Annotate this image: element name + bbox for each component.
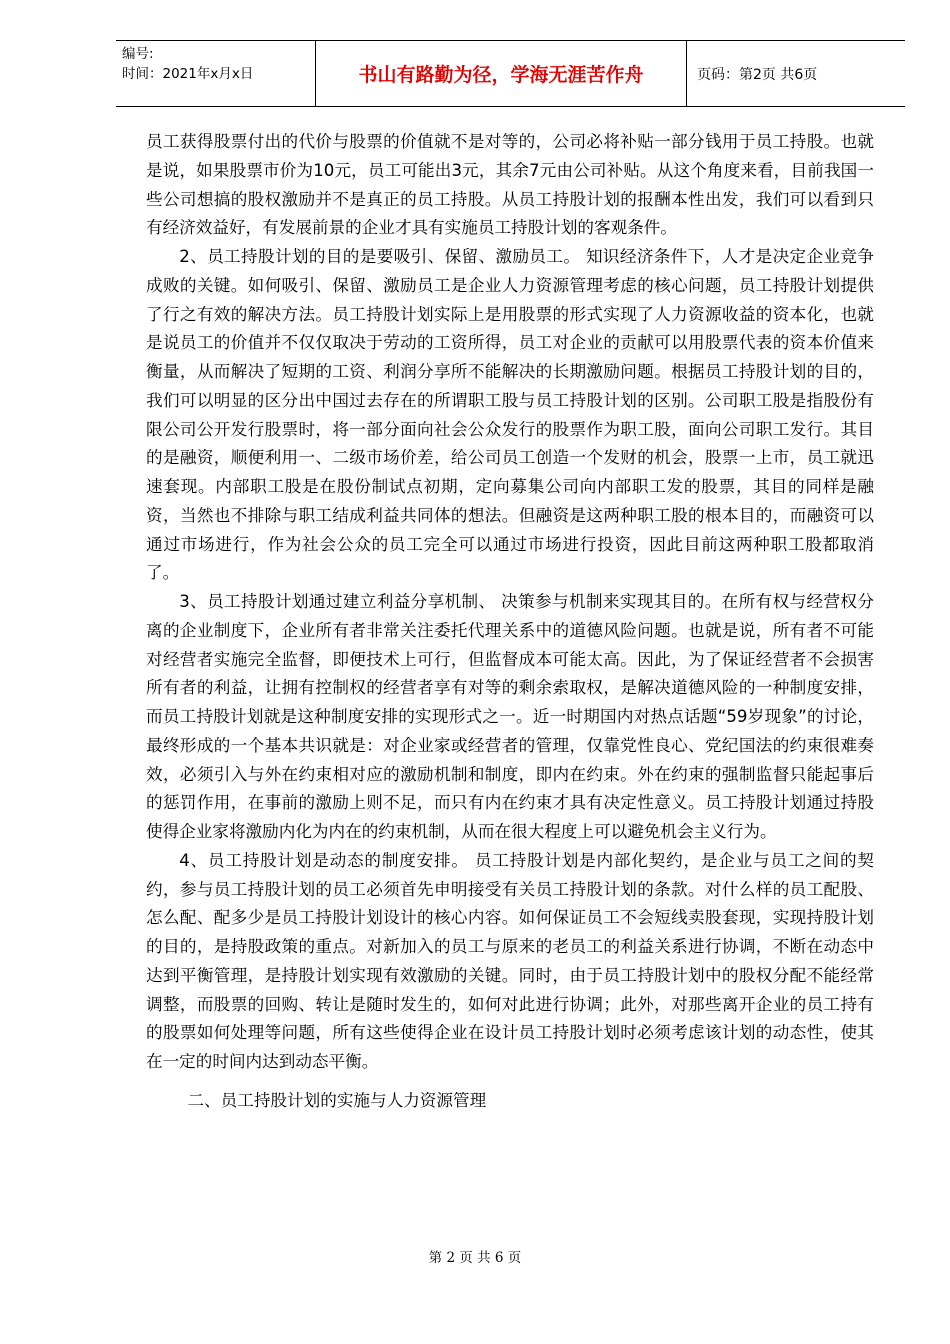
header-meta [116,41,316,106]
section-heading: 二、员工持股计划的实施与人力资源管理 [187,1090,487,1110]
paragraph-4: 4、员工持股计划是动态的制度安排。 员工持股计划是内部化契约，是企业与员工之间的契约，参与员工持股计划的员工必须首先申明接受有关员工持股计划的条款。对什么样的员工配股、怎么配、配多少是员工持股计划设计的核心内容。如何保证员工不会短线卖股套现，实现持股计划的目的，是持股政策的重点。对新加入的员工与原来的老员工的利益关系进行协调，不断在动态中达到平衡管理，是持股计划实现有效激励的关键。同时，由于员工持股计划中的股权分配不能经常调整，而股票的回购、转让是随时发生的，如何对此进行协调；此外，对那些离开企业的员工持有的股票如何处理等问题，所有这些使得企业在设计员工持股计划时必须考虑该计划的动态性，使其在一定的时间内达到动态平衡。 [146,850,874,1071]
page-footer: 第 2 页 共 6 页 [428,1250,522,1266]
page-header [116,40,905,107]
paragraph-3: 3、员工持股计划通过建立利益分享机制、 决策参与机制来实现其目的。在所有权与经营权分离的企业制度下，企业所有者非常关注委托代理关系中的道德风险问题。也就是说，所有者不可能对经营者实施完全监督，即便技术上可行，但监督成本可能太高。因此，为了保证经营者不会损害所有者的利益，让拥有控制权的经营者享有对等的剩余索取权，是解决道德风险的一种制度安排，而员工持股计划就是这种制度安排的实现形式之一。近一时期国内对热点话题“59岁现象”的讨论，最终形成的一个基本共识就是：对企业家或经营者的管理，仅靠党性良心、党纪国法的约束很难奏效，必须引入与外在约束相对应的激励机制和制度，即内在约束。外在约束的强制监督只能起事后的惩罚作用，在事前的激励上则不足，而只有内在约束才具有决定性意义。员工持股计划通过持股使得企业家将激励内化为内在的约束机制，从而在很大程度上可以避免机会主义行为。 [146,592,874,841]
paragraph-continued: 员工获得股票付出的代价与股票的价值就不是对等的，公司必将补贴一部分钱用于员工持股。也就是说，如果股票市价为10元，员工可能出3元，其余7元由公司补贴。从这个角度来看，目前我国一些公司想搞的股权激励并不是真正的员工持股。从员工持股计划的报酬本性出发，我们可以看到只有经济效益好，有发展前景的企业才具有实施员工持股计划的客观条件。 [146,132,874,238]
header-motto: 书山有路勤为径，学海无涯苦作舟 [316,41,687,106]
document-number-label: 编号: [122,46,154,62]
header-page-info: 页码：第2页 共6页 [697,66,818,83]
document-body [146,128,874,1116]
paragraph-2: 2、员工持股计划的目的是要吸引、保留、激励员工。 知识经济条件下，人才是决定企业竞争成败的关键。如何吸引、保留、激励员工是企业人力资源管理考虑的核心问题，员工持股计划提供了行之有效的解决方法。员工持股计划实际上是用股票的形式实现了人力资源收益的资本化，也就是说员工的价值并不仅仅取决于劳动的工资所得，员工对企业的贡献可以用股票代表的资本价值来衡量，从而解决了短期的工资、利润分享所不能解决的长期激励问题。根据员工持股计划的目的，我们可以明显的区分出中国过去存在的所谓职工股与员工持股计划的区别。公司职工股是指股份有限公司公开发行股票时，将一部分面向社会公众发行的股票作为职工股，面向公司职工发行。其目的是融资，顺便利用一、二级市场价差，给公司员工创造一个发财的机会，股票一上市，员工就迅速套现。内部职工股是在股份制试点初期，定向募集公司向内部职工发的股票，其目的同样是融资，当然也不排除与职工结成利益共同体的想法。但融资是这两种职工股的根本目的，而融资可以通过市场进行，作为社会公众的员工完全可以通过市场进行投资，因此目前这两种职工股都取消了。 [146,247,874,583]
document-time-label: 时间：2021年x月x日 [122,66,254,82]
